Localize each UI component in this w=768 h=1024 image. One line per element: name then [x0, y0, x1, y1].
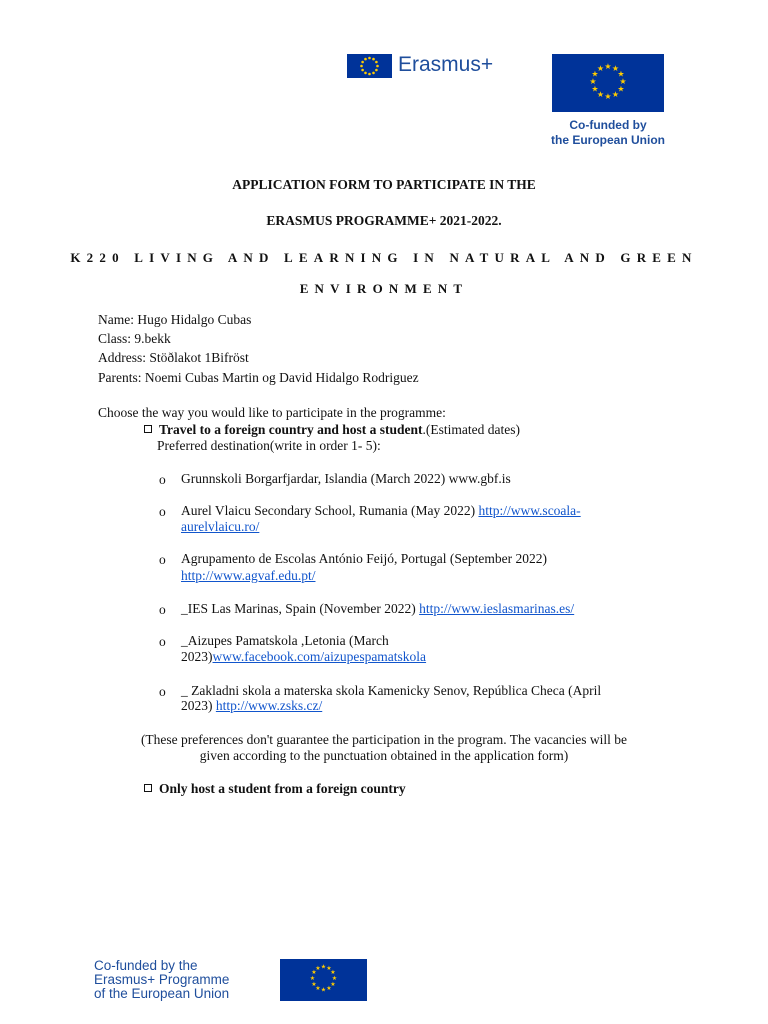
- option-only-host[interactable]: [144, 780, 406, 797]
- cofunded-caption: [540, 118, 676, 148]
- erasmus-plus-logo: [347, 54, 507, 78]
- title-line-3: K220 LIVING AND LEARNING IN NATURAL AND GREEN: [70, 250, 698, 265]
- svg-text:★: ★: [619, 77, 627, 86]
- option-travel-and-host[interactable]: [144, 421, 520, 438]
- footer-line-1: Co-funded by the: [94, 958, 198, 973]
- applicant-name: Name: Hugo Hidalgo Cubas: [98, 312, 252, 327]
- destination-5-link[interactable]: www.facebook.com/aizupespamatskola: [212, 649, 427, 664]
- cofunded-line-1: Co-funded by: [569, 118, 647, 132]
- svg-text:★: ★: [604, 92, 612, 101]
- svg-text:★: ★: [315, 965, 321, 972]
- svg-text:★: ★: [331, 975, 338, 982]
- cofunded-eu-logo: [540, 54, 680, 146]
- destination-4-text: _IES Las Marinas, Spain (November 2022): [181, 601, 420, 616]
- destination-5-year: 2023): [181, 649, 213, 664]
- erasmus-wordmark: Erasmus+: [398, 53, 494, 76]
- destination-item-5: _Aizupes Pamatskola ,Letonia (March: [181, 633, 389, 648]
- destination-item-3: Agrupamento de Escolas António Feijó, Portugal (September 2022): [181, 551, 547, 566]
- svg-text:★: ★: [617, 69, 625, 79]
- svg-text:★: ★: [604, 62, 612, 71]
- destination-6-year: 2023): [181, 698, 216, 713]
- destination-item-6: _ Zakladni skola a materska skola Kamenicky Senov, República Checa (April: [181, 683, 602, 698]
- list-bullet: o: [159, 602, 166, 617]
- destination-2-text: Aurel Vlaicu Secondary School, Rumania (May 2022): [181, 503, 479, 518]
- svg-text:★: ★: [311, 969, 317, 976]
- svg-text:★: ★: [596, 64, 605, 73]
- svg-text:★: ★: [591, 69, 599, 79]
- applicant-address: Address: Stöðlakot 1Bifröst: [98, 350, 249, 365]
- checkbox-icon[interactable]: [144, 784, 152, 792]
- svg-text:★: ★: [591, 84, 599, 94]
- checkbox-icon[interactable]: [144, 425, 152, 433]
- list-bullet: o: [159, 472, 166, 487]
- destination-item-2: [181, 502, 581, 519]
- destination-2-link[interactable]: http://www.scoala-: [478, 503, 581, 518]
- destination-item-1: Grunnskoli Borgarfjardar, Islandia (March 2022) www.gbf.is: [181, 471, 511, 486]
- destination-item-6-cont: [181, 697, 322, 714]
- destination-item-4: [181, 600, 574, 617]
- svg-text:★: ★: [611, 64, 620, 73]
- list-bullet: o: [159, 684, 166, 699]
- svg-text:★: ★: [311, 981, 317, 988]
- destination-6-link[interactable]: http://www.zsks.cz/: [215, 698, 323, 713]
- destination-item-3-cont: [181, 567, 315, 584]
- svg-text:★: ★: [320, 986, 327, 994]
- cofunded-line-2: the European Union: [551, 133, 665, 147]
- footer-caption: [94, 959, 229, 1001]
- footer-line-3: of the European Union: [94, 986, 230, 1001]
- preference-note-line-2: given according to the punctuation obtained in the application form): [199, 748, 569, 763]
- svg-text:★: ★: [330, 969, 336, 976]
- choose-prompt: Choose the way you would like to participate in the programme:: [98, 405, 446, 420]
- footer-line-2: Erasmus+ Programme: [94, 972, 230, 987]
- list-bullet: o: [159, 634, 166, 649]
- svg-text:★: ★: [596, 90, 605, 99]
- option-travel-bold: Travel to a foreign country and host a student: [159, 422, 423, 437]
- svg-text:★: ★: [326, 965, 332, 972]
- footer-cofunded-logo: [94, 958, 370, 1002]
- option-travel-rest: .(Estimated dates): [422, 422, 520, 437]
- preferred-destination-label: Preferred destination(write in order 1- 5):: [157, 438, 381, 453]
- list-bullet: o: [159, 552, 166, 567]
- option-only-host-label: Only host a student from a foreign country: [159, 781, 406, 796]
- title-line-4: ENVIRONMENT: [299, 281, 469, 296]
- svg-text:★: ★: [315, 985, 321, 992]
- eu-flag-icon: [280, 959, 367, 1001]
- preference-note-line-1: (These preferences don't guarantee the participation in the program. The vacancies will be: [140, 732, 628, 747]
- title-line-2: ERASMUS PROGRAMME+ 2021-2022.: [266, 213, 502, 228]
- applicant-parents: Parents: Noemi Cubas Martin og David Hidalgo Rodriguez: [98, 370, 419, 385]
- svg-text:★: ★: [330, 981, 336, 988]
- svg-text:★: ★: [611, 90, 620, 99]
- destination-item-2-cont: [181, 518, 259, 535]
- eu-flag-icon: [552, 54, 664, 112]
- svg-text:★: ★: [320, 963, 327, 971]
- title-line-1: APPLICATION FORM TO PARTICIPATE IN THE: [232, 177, 536, 192]
- destination-item-5-cont: [181, 648, 426, 665]
- svg-text:★: ★: [589, 77, 597, 86]
- list-bullet: o: [159, 504, 166, 519]
- svg-text:★: ★: [617, 84, 625, 94]
- svg-text:★: ★: [326, 985, 332, 992]
- destination-3-link[interactable]: http://www.agvaf.edu.pt/: [181, 568, 316, 583]
- svg-text:★: ★: [309, 975, 316, 982]
- destination-4-link[interactable]: http://www.ieslasmarinas.es/: [419, 601, 575, 616]
- destination-2-link-cont[interactable]: aurelvlaicu.ro/: [181, 519, 260, 534]
- eu-flag-icon: [347, 54, 392, 78]
- applicant-class: Class: 9.bekk: [98, 331, 171, 346]
